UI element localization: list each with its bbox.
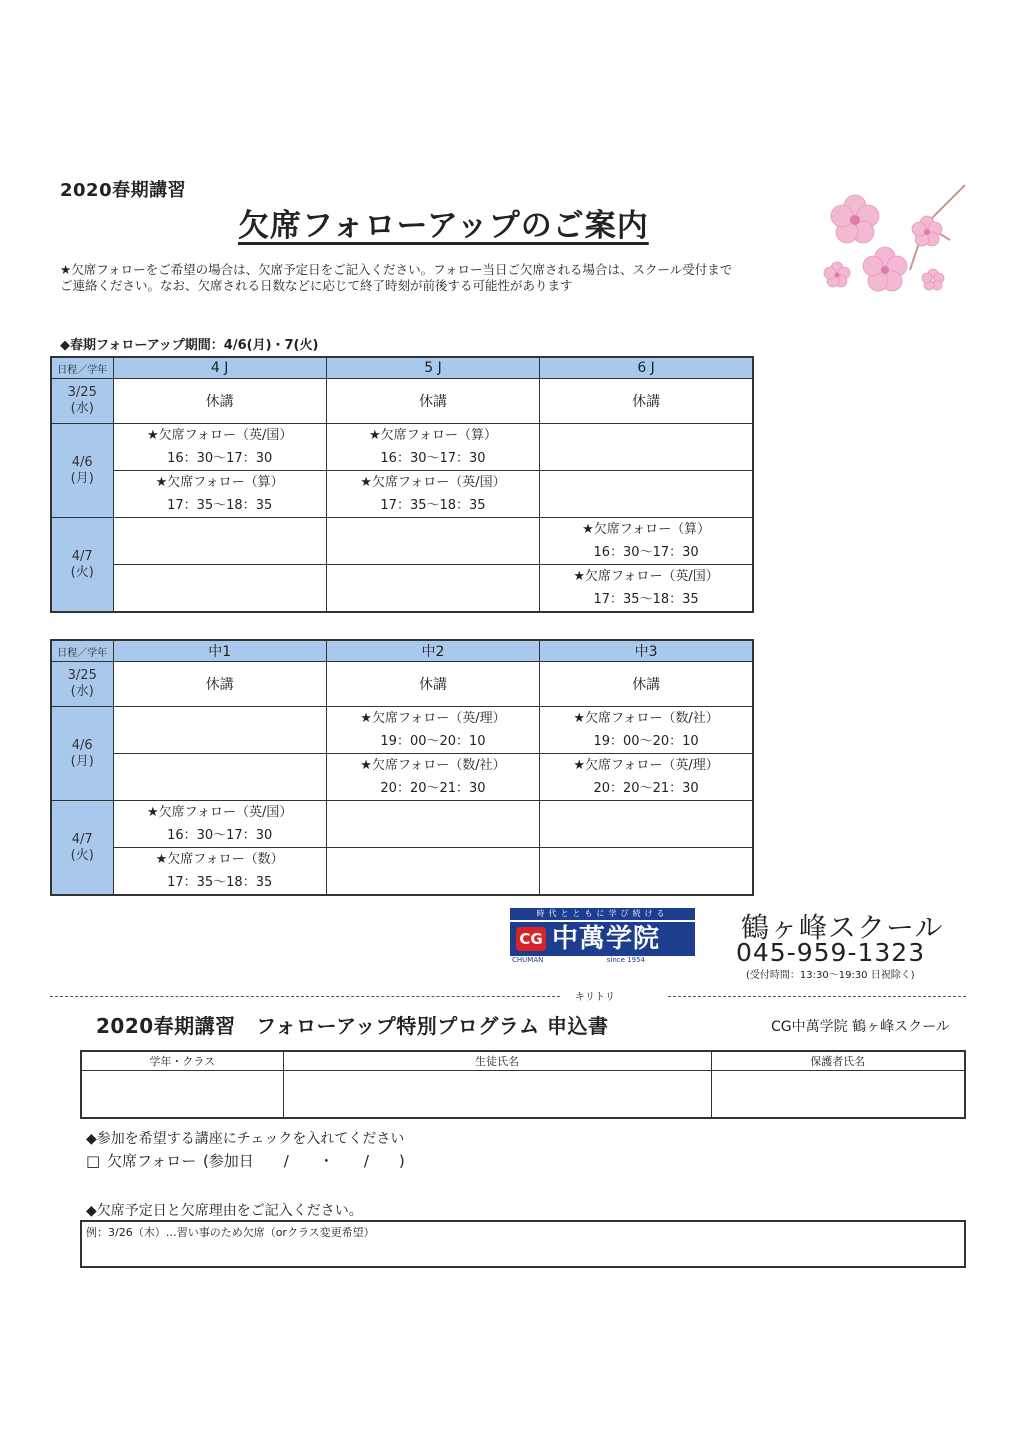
session-cell: [113, 471, 326, 518]
session-cell: [326, 424, 539, 471]
weekday-label: (火): [70, 564, 94, 580]
cut-label: キリトリ: [575, 992, 615, 1003]
session-cell: [326, 754, 539, 801]
session-cell: [540, 518, 753, 565]
empty-cell: [326, 801, 539, 848]
chuman-logo: [510, 908, 695, 964]
closed-cell: 休講: [540, 662, 753, 707]
date-cell: [51, 707, 113, 801]
session-title: ★欠席フォロー（算）: [155, 475, 284, 490]
grade-class-header: 学年・クラス: [81, 1051, 283, 1071]
session-title: ★欠席フォロー（数）: [155, 852, 284, 867]
session-time: 19：00〜20：10: [380, 734, 486, 749]
session-cell: [113, 801, 326, 848]
session-cell: [113, 848, 326, 896]
weekday-label: (水): [70, 401, 94, 416]
date-label: 4/6: [71, 454, 93, 470]
session-cell: [540, 754, 753, 801]
empty-cell: [326, 848, 539, 896]
absence-example: 例：3/26（木）…習い事のため欠席（orクラス変更希望）: [86, 1226, 375, 1239]
corner-header: 日程／学年: [51, 640, 113, 662]
check-heading: ◆参加を希望する講座にチェックを入れてください: [86, 1131, 405, 1147]
empty-cell: [326, 565, 539, 613]
elementary-schedule-table: [50, 356, 754, 613]
weekday-label: (水): [70, 684, 94, 699]
session-title: ★欠席フォロー（算）: [582, 522, 711, 537]
empty-cell: [540, 801, 753, 848]
grade-class-field[interactable]: [81, 1071, 283, 1119]
empty-cell: [326, 518, 539, 565]
grade-header: 6 J: [540, 357, 753, 379]
reception-hours: (受付時間：13:30〜19:30 日祝除く): [746, 970, 915, 981]
absence-follow-checkbox[interactable]: □ 欠席フォロー (参加日 / ・ / ): [86, 1152, 405, 1170]
cut-line-right: [668, 996, 966, 997]
session-title: ★欠席フォロー（数/社）: [360, 758, 506, 773]
session-time: 16：30〜17：30: [380, 451, 486, 466]
session-time: 17：35〜18：35: [380, 498, 486, 513]
session-time: 16：30〜17：30: [167, 451, 273, 466]
grade-header: 中1: [113, 640, 326, 662]
student-name-field[interactable]: [283, 1071, 711, 1119]
school-name: 鶴ヶ峰スクール: [741, 911, 944, 944]
period-heading: ◆春期フォローアップ期間：4/6(月)・7(火): [60, 338, 319, 353]
grade-header: 5 J: [326, 357, 539, 379]
empty-cell: [113, 565, 326, 613]
application-form-table: [80, 1050, 966, 1119]
session-cell: [540, 565, 753, 613]
weekday-label: (月): [70, 753, 94, 769]
grade-header: 4 J: [113, 357, 326, 379]
session-time: 16：30〜17：30: [167, 828, 273, 843]
notice-line-2: ご連絡ください。なお、欠席される日数などに応じて終了時刻が前後する可能性があります: [60, 278, 573, 293]
logo-cg-mark: CG: [516, 927, 546, 951]
date-label: 3/25: [67, 668, 97, 683]
absence-reason-field[interactable]: [80, 1220, 966, 1268]
logo-name: 中萬学院: [552, 924, 661, 954]
date-label: 4/7: [71, 831, 93, 847]
date-cell: [51, 801, 113, 896]
junior-schedule-table: [50, 639, 754, 896]
guardian-name-field[interactable]: [711, 1071, 965, 1119]
date-label: 4/7: [71, 548, 93, 564]
cut-line-left: [50, 996, 560, 997]
empty-cell: [113, 754, 326, 801]
date-cell: [51, 662, 113, 707]
session-time: 17：35〜18：35: [167, 875, 273, 890]
session-cell: [326, 707, 539, 754]
session-title: ★欠席フォロー（英/国）: [146, 805, 293, 820]
cherry-blossom-illustration: [815, 180, 975, 340]
date-cell: [51, 424, 113, 518]
session-time: 17：35〜18：35: [167, 498, 273, 513]
grade-header: 中3: [540, 640, 753, 662]
closed-cell: 休講: [326, 662, 539, 707]
weekday-label: (月): [70, 470, 94, 486]
grade-header: 中2: [326, 640, 539, 662]
session-time: 17：35〜18：35: [593, 592, 699, 607]
empty-cell: [113, 518, 326, 565]
logo-tagline: 時代とともに学び続ける: [510, 908, 695, 920]
weekday-label: (火): [70, 847, 94, 863]
date-cell: [51, 379, 113, 424]
closed-cell: 休講: [113, 379, 326, 424]
session-title: ★欠席フォロー（英/国）: [573, 569, 719, 584]
logo-since: since 1954: [606, 956, 645, 964]
date-cell: [51, 518, 113, 613]
session-title: ★欠席フォロー（数/社）: [573, 711, 719, 726]
logo-banner: [510, 922, 695, 956]
closed-cell: 休講: [113, 662, 326, 707]
session-time: 20：20〜21：30: [593, 781, 699, 796]
session-title: ★欠席フォロー（英/理）: [360, 711, 506, 726]
date-label: 3/25: [67, 385, 97, 400]
closed-cell: 休講: [326, 379, 539, 424]
logo-romaji: CHUMAN: [512, 956, 544, 964]
notice-line-1: ★欠席フォローをご希望の場合は、欠席予定日をご記入ください。フォロー当日ご欠席される場合は、スクール受付まで: [60, 262, 733, 277]
corner-header: 日程／学年: [51, 357, 113, 379]
session-title: ★欠席フォロー（英/国）: [360, 475, 506, 490]
session-time: 19：00〜20：10: [593, 734, 699, 749]
absence-heading: ◆欠席予定日と欠席理由をご記入ください。: [86, 1203, 363, 1219]
session-title: ★欠席フォロー（英/理）: [573, 758, 719, 773]
guardian-name-header: 保護者氏名: [711, 1051, 965, 1071]
session-time: 16：30〜17：30: [593, 545, 699, 560]
empty-cell: [113, 707, 326, 754]
session-cell: [326, 471, 539, 518]
form-title: 2020春期講習 フォローアップ特別プログラム 申込書: [96, 1014, 609, 1038]
page-title: 欠席フォローアップのご案内: [238, 208, 649, 244]
empty-cell: [540, 471, 753, 518]
closed-cell: 休講: [540, 379, 753, 424]
empty-cell: [540, 424, 753, 471]
empty-cell: [540, 848, 753, 896]
notice-text: [60, 262, 820, 294]
session-title: ★欠席フォロー（英/国）: [146, 428, 293, 443]
session-title: ★欠席フォロー（算）: [368, 428, 497, 443]
form-school: CG中萬学院 鶴ヶ峰スクール: [771, 1019, 950, 1035]
date-label: 4/6: [71, 737, 93, 753]
school-phone: 045-959-1323: [736, 938, 926, 967]
session-cell: [113, 424, 326, 471]
session-cell: [540, 707, 753, 754]
student-name-header: 生徒氏名: [283, 1051, 711, 1071]
session-time: 20：20〜21：30: [380, 781, 486, 796]
term-label: 2020春期講習: [60, 180, 187, 201]
